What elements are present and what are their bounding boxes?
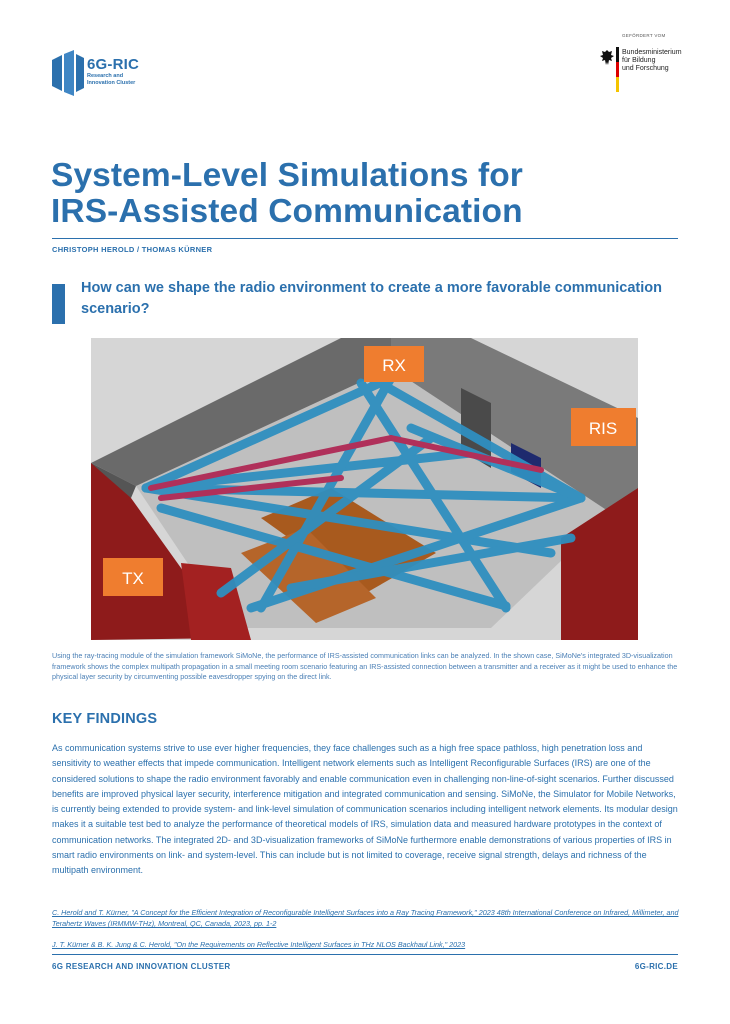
question-accent-bar xyxy=(52,284,65,324)
page-title-line1: System-Level Simulations for xyxy=(51,157,523,194)
page-title xyxy=(51,158,691,230)
sponsor-label: GEFÖRDERT VOM xyxy=(622,33,666,38)
ministry-line3: und Forschung xyxy=(622,65,669,72)
tx-label: TX xyxy=(122,569,144,588)
ray-tracing-figure xyxy=(91,338,638,640)
reference-1[interactable]: C. Herold and T. Kürner, "A Concept for the Efficient Integration of Reconfigurable Intelligent Surfaces into a Ray Tracing Framework," 2023 48th International Conference on Infrared, Millimeter, and Terahertz Waves (IRMMW-THz), Montreal, QC, Canada, 2023, pp. 1-2 xyxy=(52,908,679,928)
ris-label: RIS xyxy=(588,419,618,438)
title-divider xyxy=(52,238,678,239)
footer-website-link[interactable]: 6G-RIC.DE xyxy=(634,962,678,971)
key-findings-heading: KEY FINDINGS xyxy=(52,711,158,727)
logo-text xyxy=(87,57,139,87)
logo-subtitle-line1: Research and xyxy=(87,73,124,79)
page-title-line2: IRS-Assisted Communication xyxy=(51,193,523,230)
footer-cluster-name: 6G RESEARCH AND INNOVATION CLUSTER xyxy=(52,962,231,971)
logo-title: 6G-RIC xyxy=(87,56,140,73)
logo-subtitle-line2: Innovation Cluster xyxy=(87,80,136,86)
ministry-line1: Bundesministerium xyxy=(622,49,682,56)
authors: CHRISTOPH HEROLD / THOMAS KÜRNER xyxy=(52,245,213,254)
footer-divider xyxy=(52,954,678,955)
figure-caption: Using the ray-tracing module of the simulation framework SiMoNe, the performance of IRS-assisted communication links can be analyzed. In the shown case, SiMoNe's integrated 3D-visualization framework shows the complex multipath propagation in a small meeting room scenario featuring an IRS-assisted connection between a transmitter and a receiver as it might be used to enhance the physical layer security by circumventing possible eavesdropper spying on the direct link. xyxy=(52,651,678,681)
ministry-line2: für Bildung xyxy=(622,57,656,64)
reference-2[interactable]: J. T. Kürner & B. K. Jung & C. Herold, "On the Requirements on Reflective Intelligent Surfaces in THz NLOS Backhaul Link," 2023 xyxy=(52,940,466,949)
rx-label: RX xyxy=(382,356,406,375)
german-flag-stripe xyxy=(616,47,619,92)
federal-eagle-icon xyxy=(599,49,615,67)
key-findings-body: As communication systems strive to use ever higher frequencies, they face challenges such as a high free space pathloss, high penetration loss and sensitivity to weather effects that impede communication. Intelligent network elements such as Intelligent Reconfigurable Surfaces (IRS) are one of the considered solutions to shape the radio environment favorably and enable communication even in challenging non-line-of-sight scenarios. Further discussed benefits are improved physical layer security, interference mitigation and integrated communication and sensing. SiMoNe, the Simulator for Mobile Networks, is currently being extended to provide system- and link-level simulation of communication scenarios including intelligent network elements. Its modular design makes it a suitable test bed to analyze the performance of theoretical models of IRS, simulation data and measured hardware prototypes in the context of communication networks. The integrated 2D- and 3D-visualization frameworks of SiMoNe furthermore enable demonstrations of various properties of IRS in smart radio environments on link- and system-level. This can include but is not limited to coverage, receive signal strength, delays and richness of the multipath environment. xyxy=(52,743,678,876)
ministry-name xyxy=(622,49,682,73)
research-question: How can we shape the radio environment to create a more favorable communication scenario? xyxy=(81,280,662,317)
